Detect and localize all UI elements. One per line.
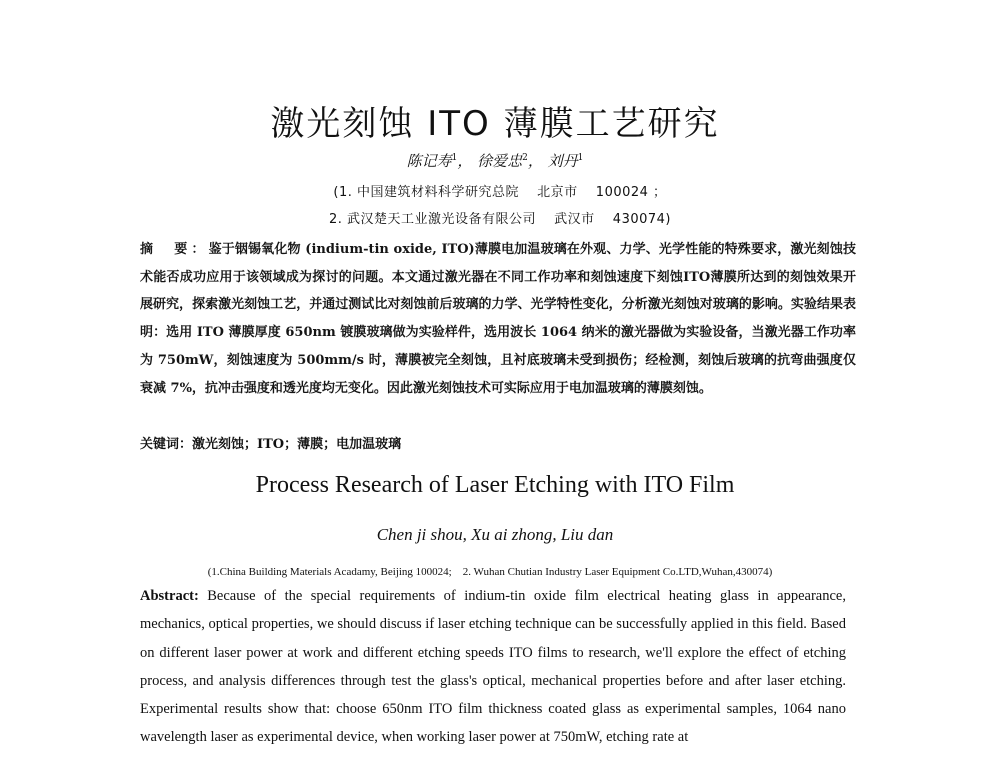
chinese-affiliation-1: (1. 中国建筑材料科学研究总院 北京市 100024 ； (333, 185, 667, 200)
chinese-abstract-label: 摘 要： (140, 242, 209, 257)
english-abstract (140, 582, 846, 752)
english-authors: Chen ji shou, Xu ai zhong, Liu dan (376, 525, 614, 544)
author-name: 刘丹 (547, 152, 578, 170)
author-sup: 1 (451, 153, 458, 163)
chinese-keywords-text: 激光刻蚀；ITO；薄膜；电加温玻璃 (192, 437, 402, 452)
chinese-title: 激光刻蚀 ITO 薄膜工艺研究 (270, 104, 720, 144)
chinese-abstract-text: 鉴于铟锡氧化物 (indium-tin oxide, ITO)薄膜电加温玻璃在外观、力学、光学性能的特殊要求，激光刻蚀技术能否成功应用于该领域成为探讨的问题。本文通过激光器在不同工作功率和刻蚀速度下刻蚀ITO薄膜所达到的刻蚀效果开展研究，探索激光刻蚀工艺，并通过测试比对刻蚀前后玻璃的力学、光学特性变化，分析激光刻蚀对玻璃的影响。实验结果表明：选用 ITO 薄膜厚度 650nm 镀膜玻璃做为实验样件，选用波长 1064 纳米的激光器做为实验设备，当激光器工作功率为 750mW，刻蚀速度为 500mm/s 时，薄膜被完全刻蚀，且衬底玻璃未受到损伤；经检测，刻蚀后玻璃的抗弯曲强度仅衰减 7%，抗冲击强度和透光度均无变化。因此激光刻蚀技术可实际应用于电加温玻璃的薄膜刻蚀。 (140, 242, 856, 396)
author-name: 徐爱忠 (477, 152, 523, 170)
english-abstract-text: Because of the special requirements of indium-tin oxide film electrical heating glass in appearance, mechanics, optical properties, we should discuss if laser etching technique can be successfully applied in this field. Based on different laser power at work and different etching speeds ITO films to research, we'll explore the effect of etching process, and analysis differences through test the glass's optical, mechanical properties before and after laser etching. Experimental results show that: choose 650nm ITO film thickness coated glass as experimental samples, 1064 nano wavelength laser as experimental device, when working laser power at 750mW, etching rate at (140, 588, 846, 746)
chinese-authors: 陈记寿$^1$， 徐爱忠$^2$， 刘丹$^1$ (406, 152, 584, 170)
english-title: Process Research of Laser Etching with ITO Film (255, 472, 735, 498)
chinese-abstract (140, 236, 856, 402)
chinese-keywords-label: 关键词： (140, 437, 193, 452)
author-name: 陈记寿 (406, 152, 452, 170)
english-abstract-label: Abstract: (140, 588, 199, 604)
author-sup: 2 (522, 153, 528, 163)
chinese-keywords (140, 433, 856, 452)
author-sup: 1 (577, 153, 584, 163)
chinese-affiliation-2: 2. 武汉楚天工业激光设备有限公司 武汉市 430074) (329, 212, 671, 227)
english-affiliation: (1.China Building Materials Acadamy, Beijing 100024; 2. Wuhan Chutian Industry Laser Equipment Co.LTD,Wuhan,430074) (207, 566, 773, 578)
